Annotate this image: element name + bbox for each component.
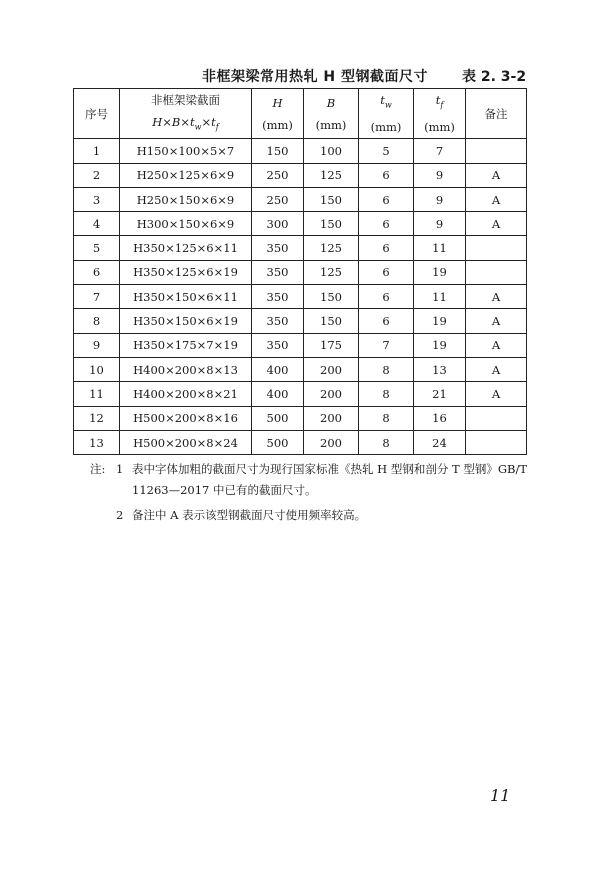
cell-b: 200 <box>304 430 359 454</box>
cell-section: H250×150×6×9 <box>120 187 252 211</box>
cell-note <box>466 236 527 260</box>
cell-section: H300×150×6×9 <box>120 212 252 236</box>
header-tf-symbol: $t_f$ <box>435 93 444 110</box>
cell-h: 500 <box>252 406 304 430</box>
cell-h: 250 <box>252 187 304 211</box>
table-row <box>74 333 527 357</box>
cell-note: A <box>466 187 527 211</box>
note-1-number: 1 <box>116 462 124 476</box>
cell-b: 175 <box>304 333 359 357</box>
table-number: 表 2. 3-2 <box>462 69 527 85</box>
header-section-line1: 非框架梁截面 <box>151 93 220 107</box>
cell-note: A <box>466 382 527 406</box>
cell-tw: 8 <box>359 382 414 406</box>
cell-h: 350 <box>252 333 304 357</box>
table-row <box>74 309 527 333</box>
cell-index: 11 <box>74 382 120 406</box>
cell-tw: 6 <box>359 163 414 187</box>
cell-b: 200 <box>304 406 359 430</box>
table-row <box>74 139 527 163</box>
cell-index: 3 <box>74 187 120 211</box>
table-row <box>74 212 527 236</box>
note-2-text: 备注中 A 表示该型钢截面尺寸使用频率较高。 <box>132 508 367 522</box>
header-h <box>252 89 304 139</box>
cell-b: 200 <box>304 382 359 406</box>
table-row <box>74 430 527 454</box>
header-tf <box>414 89 466 139</box>
cell-b: 150 <box>304 285 359 309</box>
note-1 <box>90 459 530 501</box>
cell-h: 350 <box>252 236 304 260</box>
cell-tf: 13 <box>414 357 466 381</box>
table-row <box>74 163 527 187</box>
table-row <box>74 382 527 406</box>
cell-note <box>466 406 527 430</box>
table-row <box>74 236 527 260</box>
header-b-symbol: B <box>326 95 336 110</box>
table-row <box>74 285 527 309</box>
header-h-symbol: H <box>272 95 283 110</box>
cell-tw: 6 <box>359 309 414 333</box>
header-note: 备注 <box>466 89 527 139</box>
header-section-line2: $H\times B\times t_w\times t_f$ <box>152 115 219 132</box>
cell-section: H500×200×8×16 <box>120 406 252 430</box>
cell-b: 150 <box>304 187 359 211</box>
header-b <box>304 89 359 139</box>
cell-h: 400 <box>252 382 304 406</box>
note-2-number: 2 <box>116 508 124 522</box>
header-tw-symbol: $t_w$ <box>380 93 392 110</box>
table-title: 非框架梁常用热轧 H 型钢截面尺寸 <box>202 69 428 85</box>
cell-tw: 6 <box>359 285 414 309</box>
cell-note <box>466 260 527 284</box>
header-h-unit: (mm) <box>262 117 293 132</box>
cell-index: 2 <box>74 163 120 187</box>
cell-tf: 7 <box>414 139 466 163</box>
cell-tf: 21 <box>414 382 466 406</box>
page-number: 11 <box>490 786 511 805</box>
cell-note: A <box>466 212 527 236</box>
header-index: 序号 <box>74 89 120 139</box>
table-row <box>74 406 527 430</box>
cell-b: 200 <box>304 357 359 381</box>
cell-tf: 19 <box>414 260 466 284</box>
cell-section: H350×125×6×11 <box>120 236 252 260</box>
cell-note: A <box>466 333 527 357</box>
cell-tf: 24 <box>414 430 466 454</box>
cell-h: 400 <box>252 357 304 381</box>
cell-tw: 7 <box>359 333 414 357</box>
cell-index: 9 <box>74 333 120 357</box>
cell-index: 13 <box>74 430 120 454</box>
cell-tf: 9 <box>414 187 466 211</box>
cell-h: 500 <box>252 430 304 454</box>
table-row <box>74 187 527 211</box>
cell-section: H400×200×8×21 <box>120 382 252 406</box>
cell-section: H350×150×6×19 <box>120 309 252 333</box>
cell-note: A <box>466 309 527 333</box>
cell-tw: 6 <box>359 187 414 211</box>
cell-tw: 5 <box>359 139 414 163</box>
table-header-row <box>74 89 527 139</box>
notes-section <box>90 459 530 526</box>
cell-tf: 11 <box>414 285 466 309</box>
cell-tf: 9 <box>414 212 466 236</box>
cell-note <box>466 430 527 454</box>
cell-tw: 8 <box>359 430 414 454</box>
note-2 <box>90 505 530 526</box>
cell-note: A <box>466 357 527 381</box>
cell-index: 8 <box>74 309 120 333</box>
cell-tw: 6 <box>359 260 414 284</box>
cell-tw: 8 <box>359 357 414 381</box>
cell-section: H250×125×6×9 <box>120 163 252 187</box>
header-tf-unit: (mm) <box>424 120 455 135</box>
cell-note <box>466 139 527 163</box>
cell-b: 125 <box>304 236 359 260</box>
cell-b: 125 <box>304 163 359 187</box>
cell-section: H350×175×7×19 <box>120 333 252 357</box>
cell-note: A <box>466 163 527 187</box>
h-section-table <box>73 88 527 455</box>
header-section <box>120 89 252 139</box>
cell-b: 125 <box>304 260 359 284</box>
cell-section: H350×125×6×19 <box>120 260 252 284</box>
cell-h: 350 <box>252 309 304 333</box>
cell-tw: 8 <box>359 406 414 430</box>
cell-b: 150 <box>304 212 359 236</box>
header-tw <box>359 89 414 139</box>
cell-section: H500×200×8×24 <box>120 430 252 454</box>
cell-tw: 6 <box>359 236 414 260</box>
cell-note: A <box>466 285 527 309</box>
cell-b: 150 <box>304 309 359 333</box>
cell-h: 250 <box>252 163 304 187</box>
cell-b: 100 <box>304 139 359 163</box>
cell-tf: 16 <box>414 406 466 430</box>
cell-index: 12 <box>74 406 120 430</box>
cell-index: 7 <box>74 285 120 309</box>
header-tw-unit: (mm) <box>370 120 402 135</box>
cell-tw: 6 <box>359 212 414 236</box>
note-1-text: 表中字体加粗的截面尺寸为现行国家标准《热轧 H 型钢和剖分 T 型钢》GB/T 11263—2017 中已有的截面尺寸。 <box>132 462 528 497</box>
cell-tf: 19 <box>414 333 466 357</box>
table-row <box>74 260 527 284</box>
cell-index: 6 <box>74 260 120 284</box>
cell-h: 350 <box>252 260 304 284</box>
cell-section: H400×200×8×13 <box>120 357 252 381</box>
cell-h: 300 <box>252 212 304 236</box>
cell-index: 10 <box>74 357 120 381</box>
table-row <box>74 357 527 381</box>
cell-tf: 9 <box>414 163 466 187</box>
cell-tf: 11 <box>414 236 466 260</box>
cell-index: 4 <box>74 212 120 236</box>
cell-section: H350×150×6×11 <box>120 285 252 309</box>
cell-h: 350 <box>252 285 304 309</box>
cell-h: 150 <box>252 139 304 163</box>
notes-prefix: 注: <box>90 462 106 476</box>
cell-index: 1 <box>74 139 120 163</box>
table-body <box>74 139 527 455</box>
cell-tf: 19 <box>414 309 466 333</box>
cell-index: 5 <box>74 236 120 260</box>
cell-section: H150×100×5×7 <box>120 139 252 163</box>
header-b-unit: (mm) <box>315 117 347 132</box>
